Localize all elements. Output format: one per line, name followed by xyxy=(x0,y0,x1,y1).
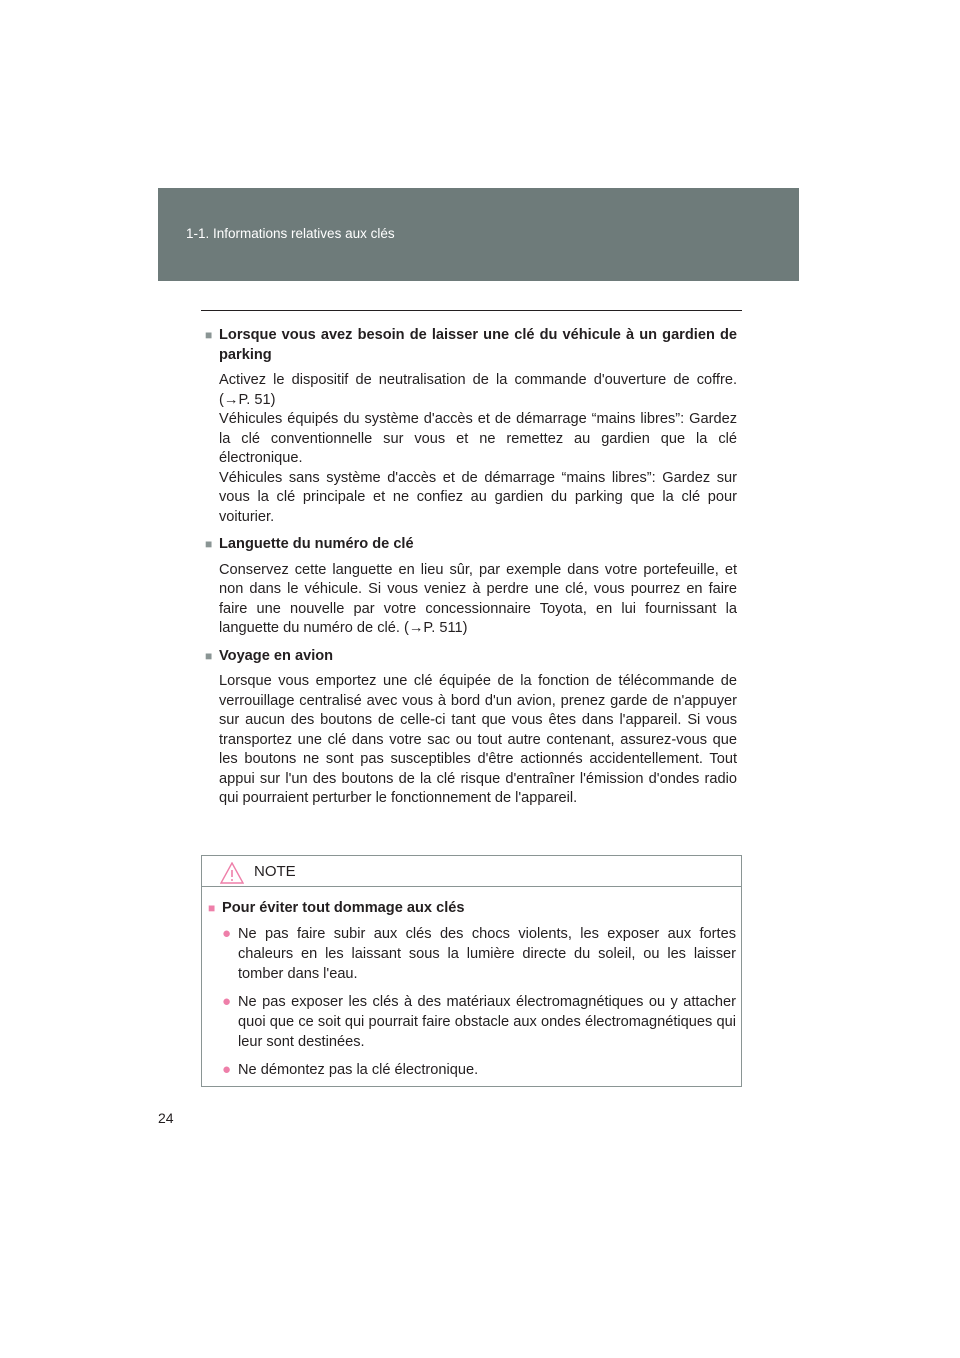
bullet-text: Ne pas exposer les clés à des matériaux électromagnétiques ou y attacher quoi que ce soit qui pourrait faire obstacle aux ondes électromagnétiques qui leur sont destinées. xyxy=(238,994,736,1050)
section-heading: Lorsque vous avez besoin de laisser une clé du véhicule à un gardien de parking xyxy=(219,327,737,363)
paragraph: Véhicules sans système d'accès et de démarrage “mains libres”: Gardez sur vous la clé principale et ne confiez au gardien du parking que la clé pour voiturier. xyxy=(219,469,737,525)
note-header xyxy=(202,856,741,887)
paragraph: Lorsque vous emportez une clé équipée de la fonction de télécommande de verrouillage centralisé avec vous à bord d'un avion, prenez garde de n'appuyer sur aucun des boutons de celle-ci tant que vous êtes dans l'appareil. Si vous transportez une clé dans votre sac ou tout autre contenant, assurez-vous que les boutons ne sont pas susceptibles d'être actionnés accidentellement. Tout appui sur l'un des boutons de la clé risque d'entraîner l'émission d'ondes radio qui pourraient perturber le fonctionnement de l'appareil. xyxy=(219,673,737,806)
square-bullet-icon: ■ xyxy=(208,901,216,915)
paragraph: Conservez cette languette en lieu sûr, par exemple dans votre portefeuille, et non dans le véhicule. Si vous veniez à perdre une clé, vous pourrez en faire faire une nouvelle par votre concessionnaire Toyota, en lui fournissant la languette du numéro de clé. (→P. 511) xyxy=(219,561,737,636)
header-band xyxy=(158,188,799,281)
square-bullet-icon: ■ xyxy=(205,648,213,663)
section-title: 1-1. Informations relatives aux clés xyxy=(186,226,395,241)
list-item xyxy=(222,1060,736,1080)
section-air-travel xyxy=(205,647,737,809)
square-bullet-icon: ■ xyxy=(205,537,213,551)
square-bullet-icon: ■ xyxy=(205,328,213,342)
list-item xyxy=(222,992,736,1052)
section-heading: Languette du numéro de clé xyxy=(219,536,414,552)
note-box xyxy=(201,855,742,1087)
section-heading: Voyage en avion xyxy=(219,647,334,664)
note-body xyxy=(208,898,736,1080)
note-label: NOTE xyxy=(254,863,296,880)
main-content xyxy=(205,326,737,817)
paragraph: Activez le dispositif de neutralisation de la commande d'ouverture de coffre. (→P. 51) xyxy=(219,372,737,408)
paragraph: Véhicules équipés du système d'accès et de démarrage “mains libres”: Gardez la clé conventionnelle sur vous et ne remettez au gardien que la clé électronique. xyxy=(219,411,737,466)
page-number: 24 xyxy=(158,1110,174,1126)
warning-triangle-icon xyxy=(220,862,244,884)
note-heading: Pour éviter tout dommage aux clés xyxy=(222,900,465,916)
circle-bullet-icon: ● xyxy=(222,993,232,1010)
list-item xyxy=(222,924,736,984)
divider xyxy=(201,310,742,311)
section-key-number-plate xyxy=(205,535,737,639)
circle-bullet-icon: ● xyxy=(222,1061,232,1078)
circle-bullet-icon: ● xyxy=(222,925,232,942)
bullet-text: Ne démontez pas la clé électronique. xyxy=(238,1062,479,1078)
section-valet xyxy=(205,326,737,527)
bullet-text: Ne pas faire subir aux clés des chocs violents, les exposer aux fortes chaleurs en les laissant sous la lumière directe du soleil, ou les laisser tomber dans l'eau. xyxy=(238,926,736,982)
